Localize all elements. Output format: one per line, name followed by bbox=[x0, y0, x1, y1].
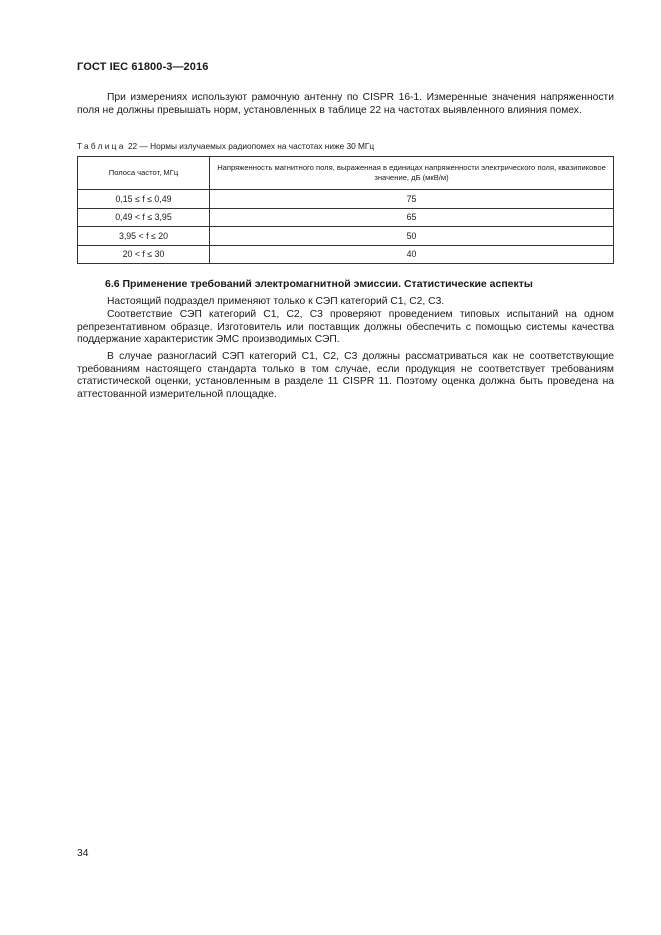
limit-value-cell: 75 bbox=[210, 190, 614, 209]
section-paragraph: В случае разногласий СЭП категорий С1, С2, С3 должны рассматриваться как не соответствующие требованиям настоящего стандарта только в том случае, если продукция не соответствует требованиям статистической оценки, установленным в разделе 11 CISPR 11. Поэтому оценка должна быть проведена на аттестованной измерительной площадке. bbox=[77, 351, 614, 400]
frequency-band-cell: 20 < f ≤ 30 bbox=[78, 245, 210, 264]
table-caption-text: 22 — Нормы излучаемых радиопомех на частотах ниже 30 МГц bbox=[125, 141, 375, 151]
frequency-band-cell: 0,49 < f ≤ 3,95 bbox=[78, 208, 210, 227]
section-paragraph: Настоящий подраздел применяют только к СЭП категорий С1, С2, С3. bbox=[107, 296, 445, 307]
emission-limits-table bbox=[77, 156, 614, 264]
page-number: 34 bbox=[77, 848, 89, 859]
intro-paragraph: При измерениях используют рамочную антенну по CISPR 16-1. Измеренные значения напряженности поля не должны превышать норм, установленных в таблице 22 на частотах выявленного влияния помех. bbox=[77, 92, 614, 116]
table-header-row bbox=[78, 157, 614, 190]
section-paragraph: Соответствие СЭП категорий С1, С2, С3 проверяют проведением типовых испытаний на одном репрезентативном образце. Изготовитель или поставщик должны обеспечить с помощью системы качества поддержание характеристик ЭМС производимых СЭП. bbox=[77, 309, 614, 346]
limit-value-cell: 65 bbox=[210, 208, 614, 227]
document-header: ГОСТ IEC 61800-3—2016 bbox=[77, 61, 209, 73]
header-frequency-band: Полоса частот, МГц bbox=[78, 157, 210, 190]
section-heading: 6.6 Применение требований электромагнитной эмиссии. Статистические аспекты bbox=[105, 278, 533, 290]
table-row bbox=[78, 227, 614, 246]
header-field-strength: Напряженность магнитного поля, выраженная в единицах напряженности электрического поля, квазипиковое значение, дБ (мкВ/м) bbox=[210, 157, 614, 190]
table-row bbox=[78, 208, 614, 227]
frequency-band-cell: 3,95 < f ≤ 20 bbox=[78, 227, 210, 246]
limit-value-cell: 40 bbox=[210, 245, 614, 264]
table-caption bbox=[77, 141, 374, 151]
frequency-band-cell: 0,15 ≤ f ≤ 0,49 bbox=[78, 190, 210, 209]
limit-value-cell: 50 bbox=[210, 227, 614, 246]
table-row bbox=[78, 190, 614, 209]
table-caption-label: Таблица bbox=[77, 141, 126, 151]
table-row bbox=[78, 245, 614, 264]
